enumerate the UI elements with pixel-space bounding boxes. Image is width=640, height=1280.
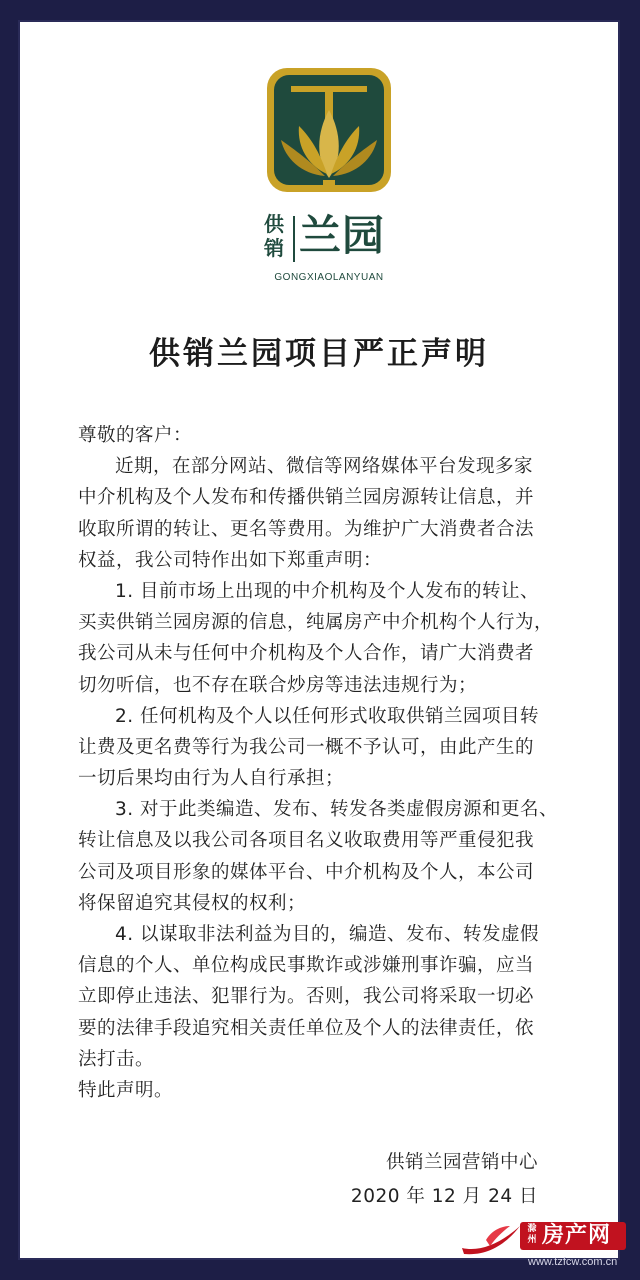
notice-line: 特此声明。 bbox=[78, 1079, 174, 1101]
notice-line: 让费及更名费等行为我公司一概不予认可，由此产生的 bbox=[78, 736, 535, 758]
swoosh-logo-icon bbox=[460, 1218, 524, 1258]
notice-line: 4. 以谋取非法利益为目的，编造、发布、转发虚假 bbox=[115, 924, 540, 945]
brand-char-2: 销 bbox=[264, 236, 284, 260]
notice-line: 我公司从未与任何中介机构及个人合作，请广大消费者 bbox=[78, 643, 535, 665]
notice-line: 尊敬的客户： bbox=[78, 425, 193, 446]
notice-body bbox=[78, 420, 588, 1106]
notice-line: 法打击。 bbox=[78, 1048, 155, 1070]
notice-line: 要的法律手段追究相关责任单位及个人的法律责任，依 bbox=[78, 1017, 535, 1039]
brand-char-1: 供 bbox=[264, 212, 284, 236]
site-watermark bbox=[460, 1216, 636, 1278]
notice-line: 收取所谓的转让、更名等费用。为维护广大消费者合法 bbox=[78, 518, 535, 540]
notice-line: 将保留追究其侵权的权利； bbox=[78, 892, 307, 914]
notice-document bbox=[20, 22, 618, 1258]
notice-line: 买卖供销兰园房源的信息，纯属房产中介机构个人行为， bbox=[78, 612, 554, 634]
notice-line: 切勿听信，也不存在联合炒房等违法违规行为； bbox=[78, 674, 478, 696]
signature-date: 2020 年 12 月 24 日 bbox=[350, 1186, 538, 1207]
signature: 供销兰园营销中心 bbox=[385, 1152, 538, 1173]
notice-line: 3. 对于此类编造、发布、转发各类虚假房源和更名、 bbox=[115, 799, 559, 821]
notice-line: 公司及项目形象的媒体平台、中介机构及个人，本公司 bbox=[78, 861, 535, 883]
watermark-title: 房产网 bbox=[542, 1223, 612, 1248]
brand-wordmark bbox=[261, 210, 397, 270]
watermark-url: www.tzfcw.com.cn bbox=[528, 1256, 618, 1268]
notice-line: 近期，在部分网站、微信等网络媒体平台发现多家 bbox=[115, 456, 534, 478]
brand-logo bbox=[261, 62, 397, 283]
watermark-city: 滁州 bbox=[527, 1224, 537, 1245]
notice-title: 供销兰园项目严正声明 bbox=[149, 336, 489, 372]
notice-line: 1. 目前市场上出现的中介机构及个人发布的转让、 bbox=[115, 580, 540, 602]
notice-line: 权益，我公司特作出如下郑重声明： bbox=[78, 549, 383, 571]
orchid-emblem-icon bbox=[261, 62, 397, 198]
notice-line: 一切后果均由行为人自行承担； bbox=[78, 768, 345, 790]
notice-line: 中介机构及个人发布和传播供销兰园房源转让信息，并 bbox=[78, 487, 535, 509]
brand-divider bbox=[293, 216, 295, 262]
brand-main-text: 兰园 bbox=[299, 211, 386, 260]
notice-line: 转让信息及以我公司各项目名义收取费用等严重侵犯我 bbox=[78, 830, 535, 852]
brand-latin-text: GONGXIAOLANYUAN bbox=[274, 272, 384, 283]
notice-line: 2. 任何机构及个人以任何形式收取供销兰园项目转 bbox=[115, 705, 540, 727]
notice-line: 信息的个人、单位构成民事欺诈或涉嫌刑事诈骗，应当 bbox=[78, 955, 535, 977]
notice-line: 立即停止违法、犯罪行为。否则，我公司将采取一切必 bbox=[78, 986, 535, 1008]
brand-vertical-text bbox=[262, 212, 286, 260]
